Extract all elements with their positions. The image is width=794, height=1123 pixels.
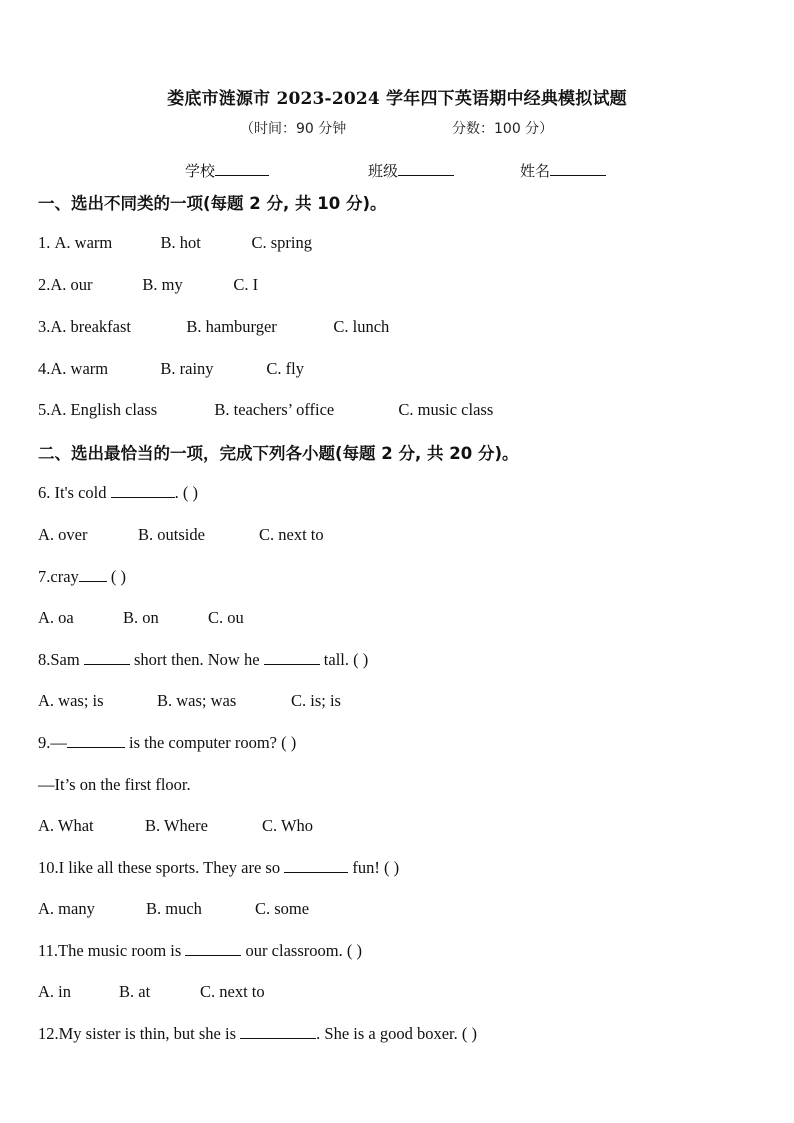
option-b: B. teachers’ office [214, 400, 335, 419]
option-b: B. hamburger [186, 317, 277, 336]
question-number: 4. [38, 359, 51, 378]
option-c: C. next to [259, 525, 324, 544]
answer-blank[interactable] [111, 483, 175, 498]
question-6 [38, 483, 198, 503]
class-field [368, 160, 454, 181]
answer-blank[interactable] [185, 941, 241, 956]
option-b: B. was; was [157, 691, 237, 710]
school-label: 学校 [185, 162, 216, 180]
question-9-options [38, 816, 313, 836]
question-9 [38, 733, 296, 753]
option-a: A. in [38, 982, 71, 1001]
exam-time: （时间：90 分钟 [240, 121, 347, 137]
option-a: A. warm [50, 359, 109, 378]
answer-blank[interactable] [284, 858, 348, 873]
question-text: 9.— [38, 733, 67, 752]
question-text: 7.cray [38, 567, 79, 586]
page-title: 娄底市涟源市 2023-2024 学年四下英语期中经典模拟试题 [167, 89, 627, 109]
name-blank[interactable] [550, 161, 606, 176]
option-b: B. on [123, 608, 159, 627]
option-b: B. rainy [160, 359, 214, 378]
option-a: A. over [38, 525, 88, 544]
question-text: tall. ( ) [319, 650, 369, 669]
question-number: 3. [38, 317, 51, 336]
option-c: C. music class [398, 400, 494, 419]
question-11 [38, 941, 362, 961]
question-text: fun! ( ) [348, 858, 400, 877]
question-text: 10.I like all these sports. They are so [38, 858, 285, 877]
option-a: A. many [38, 899, 95, 918]
option-a: A. What [38, 816, 94, 835]
option-b: B. my [142, 275, 183, 294]
question-text: 6. It's cold [38, 483, 111, 502]
option-c: C. ou [208, 608, 244, 627]
answer-blank[interactable] [79, 567, 107, 582]
question-text: is the computer room? ( ) [124, 733, 297, 752]
question-1 [38, 233, 312, 253]
answer-blank[interactable] [240, 1024, 316, 1039]
answer-blank-2[interactable] [264, 650, 320, 665]
question-8-options [38, 691, 341, 711]
option-a: A. English class [50, 400, 158, 419]
option-b: B. Where [145, 816, 208, 835]
question-5 [38, 400, 493, 420]
question-text: ( ) [106, 567, 127, 586]
question-9-reply: —It’s on the first floor. [38, 775, 191, 794]
question-6-options [38, 525, 324, 545]
question-text: . ( ) [174, 483, 199, 502]
question-number: 5. [38, 400, 51, 419]
class-blank[interactable] [398, 161, 454, 176]
option-c: C. spring [251, 233, 313, 252]
option-c: C. fly [266, 359, 304, 378]
option-a: A. our [50, 275, 93, 294]
school-field [185, 160, 269, 181]
option-b: B. outside [138, 525, 205, 544]
question-text: 8.Sam [38, 650, 84, 669]
option-b: B. much [146, 899, 202, 918]
option-c: C. Who [262, 816, 314, 835]
question-8 [38, 650, 368, 670]
question-text: 11.The music room is [38, 941, 186, 960]
class-label: 班级 [368, 162, 399, 180]
question-10-options [38, 899, 309, 919]
option-c: C. is; is [291, 691, 341, 710]
question-7-options [38, 608, 244, 628]
question-4 [38, 359, 304, 379]
option-b: B. hot [160, 233, 201, 252]
option-a: A. warm [54, 233, 113, 252]
question-10 [38, 858, 399, 878]
option-c: C. some [255, 899, 310, 918]
question-text: . She is a good boxer. ( ) [316, 1024, 477, 1043]
option-a: A. was; is [38, 691, 104, 710]
question-12 [38, 1024, 477, 1044]
answer-blank[interactable] [67, 733, 125, 748]
option-c: C. lunch [333, 317, 390, 336]
question-text: short then. Now he [129, 650, 264, 669]
section-1-heading: 一、选出不同类的一项(每题 2 分, 共 10 分)。 [38, 194, 387, 213]
option-c: C. I [233, 275, 259, 294]
option-a: A. oa [38, 608, 74, 627]
question-3 [38, 317, 389, 337]
section-2-heading: 二、选出最恰当的一项，完成下列各小题(每题 2 分, 共 20 分)。 [38, 444, 519, 463]
question-number: 1. [38, 233, 55, 252]
question-text: 12.My sister is thin, but she is [38, 1024, 241, 1043]
question-number: 2. [38, 275, 51, 294]
exam-score: 分数：100 分） [452, 121, 554, 137]
name-field [520, 160, 606, 181]
school-blank[interactable] [215, 161, 269, 176]
name-label: 姓名 [520, 162, 551, 180]
option-b: B. at [119, 982, 151, 1001]
question-11-options [38, 982, 265, 1002]
question-7 [38, 567, 126, 587]
question-2 [38, 275, 258, 295]
question-text: our classroom. ( ) [241, 941, 362, 960]
option-c: C. next to [200, 982, 265, 1001]
answer-blank-1[interactable] [84, 650, 130, 665]
option-a: A. breakfast [50, 317, 132, 336]
